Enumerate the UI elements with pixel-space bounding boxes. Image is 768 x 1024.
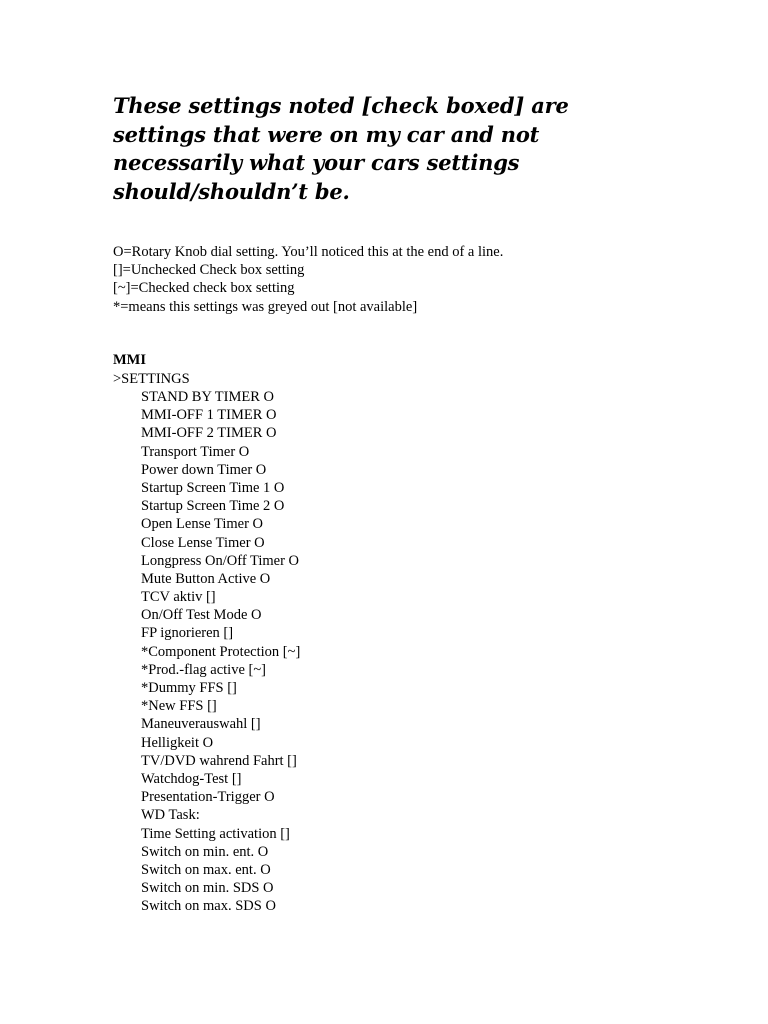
setting-item: FP ignorieren [] — [141, 625, 234, 642]
setting-item: *New FFS [] — [141, 698, 217, 715]
setting-item: On/Off Test Mode O — [141, 607, 262, 624]
setting-item: Presentation-Trigger O — [141, 789, 275, 806]
setting-item: Transport Timer O — [141, 443, 250, 460]
setting-item: WD Task: — [141, 807, 200, 824]
setting-item: Helligkeit O — [141, 734, 214, 751]
symbol-legend — [113, 243, 503, 316]
setting-item: Startup Screen Time 1 O — [141, 479, 285, 496]
setting-item: MMI-OFF 2 TIMER O — [141, 425, 277, 442]
setting-item: *Component Protection [~] — [141, 643, 301, 660]
legend-checked-box: [~]=Checked check box setting — [113, 280, 295, 297]
setting-item: Open Lense Timer O — [141, 516, 264, 533]
heading-line: should/shouldn’t be. — [113, 178, 350, 204]
legend-greyed-out: *=means this settings was greyed out [not available] — [113, 298, 418, 315]
setting-item: Close Lense Timer O — [141, 534, 265, 551]
setting-item: Power down Timer O — [141, 461, 267, 478]
setting-item: Time Setting activation [] — [141, 825, 290, 842]
subsection-title: >SETTINGS — [113, 371, 190, 387]
heading-line: necessarily what your cars settings — [113, 150, 520, 175]
setting-item: Maneuverauswahl [] — [141, 716, 261, 733]
setting-item: Mute Button Active O — [141, 570, 271, 587]
setting-item: *Prod.-flag active [~] — [141, 661, 267, 678]
setting-item: Longpress On/Off Timer O — [141, 552, 300, 569]
setting-item: *Dummy FFS [] — [141, 680, 237, 696]
setting-item: MMI-OFF 1 TIMER O — [141, 407, 277, 424]
legend-rotary-knob: O=Rotary Knob dial setting. You’ll noticed this at the end of a line. — [113, 244, 504, 260]
document-heading — [113, 92, 673, 206]
setting-item: Watchdog-Test [] — [141, 770, 242, 787]
legend-unchecked-box: []=Unchecked Check box setting — [113, 262, 305, 279]
setting-item: Switch on max. SDS O — [141, 898, 276, 915]
heading-line: These settings noted [check boxed] are — [113, 93, 569, 118]
setting-item: TV/DVD wahrend Fahrt [] — [141, 752, 297, 769]
heading-line: settings that were on my car and not — [113, 121, 540, 147]
setting-item: Switch on max. ent. O — [141, 861, 271, 878]
setting-item: TCV aktiv [] — [141, 589, 216, 606]
setting-item: STAND BY TIMER O — [141, 389, 274, 405]
section-title: MMI — [113, 352, 147, 368]
settings-list — [141, 388, 300, 915]
setting-item: Switch on min. SDS O — [141, 880, 274, 897]
setting-item: Startup Screen Time 2 O — [141, 498, 285, 515]
setting-item: Switch on min. ent. O — [141, 843, 269, 860]
